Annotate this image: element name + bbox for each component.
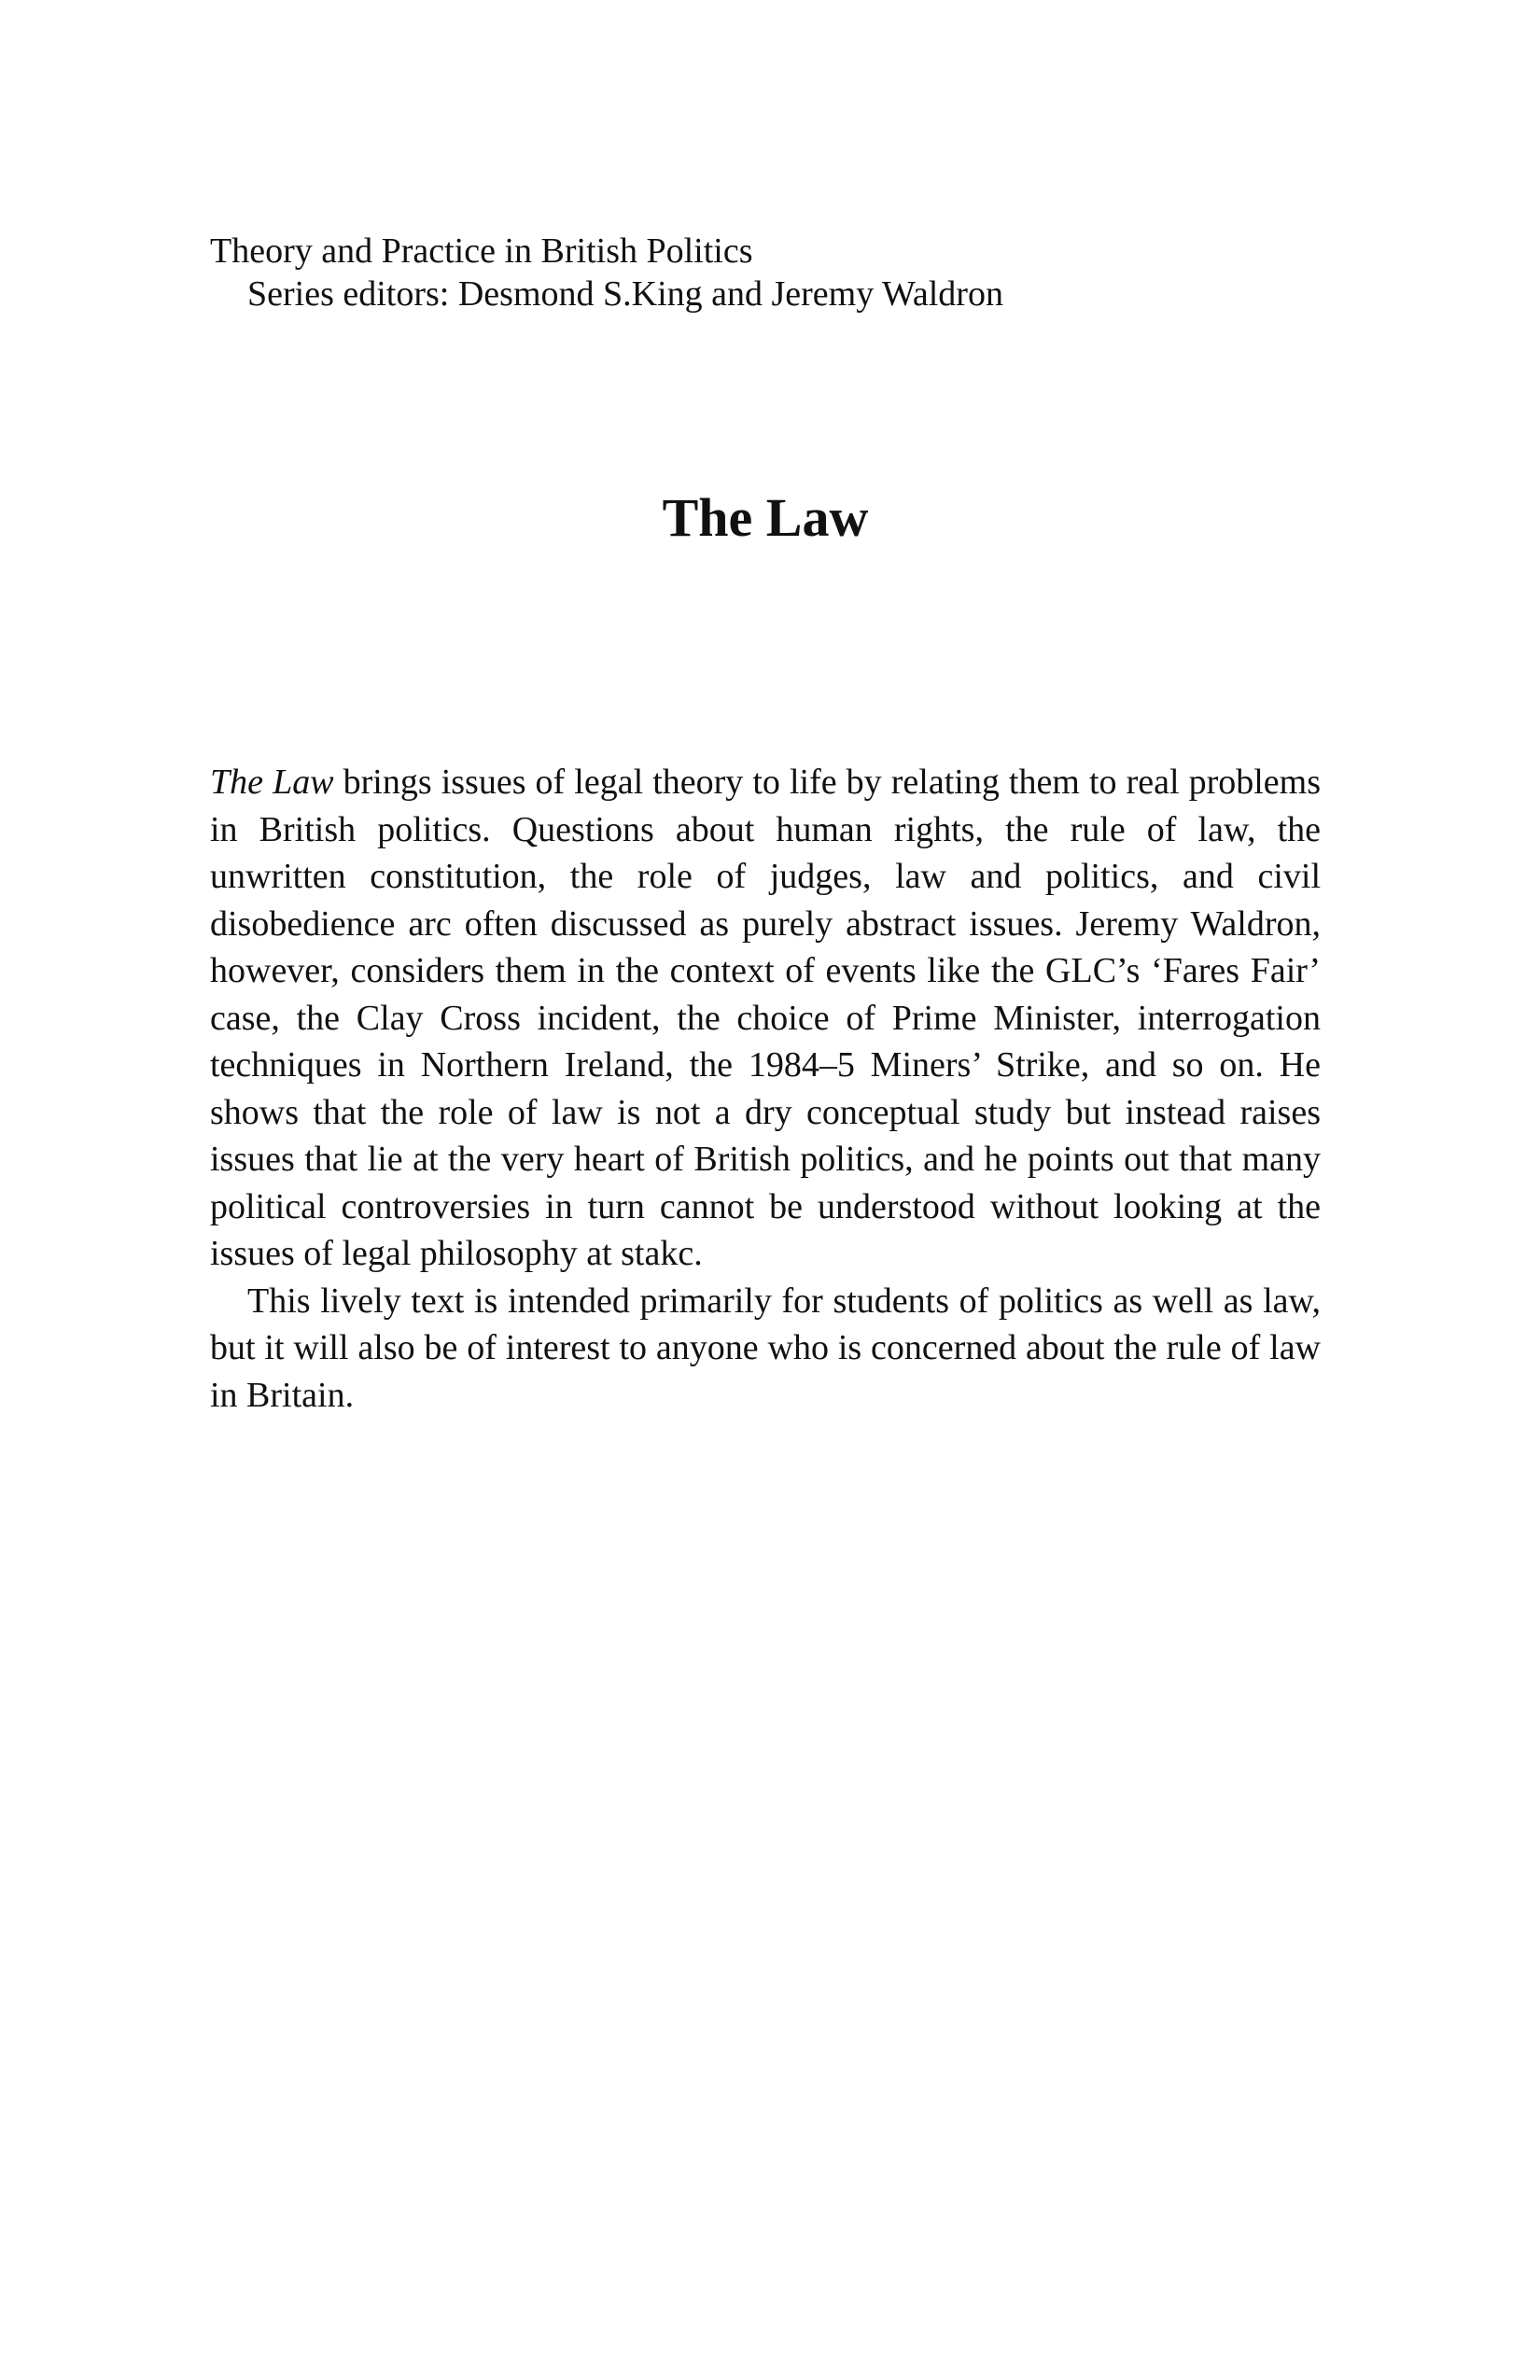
blurb-paragraph-2: This lively text is intended primarily for students of politics as well as law, but it will also be of interest to anyone who is concerned about the rule of law in Britain.: [210, 1281, 1321, 1415]
blurb-paragraph-1: [210, 759, 1321, 1278]
book-title: The Law: [662, 487, 869, 548]
blurb-book-title: The Law: [210, 763, 334, 802]
series-name: Theory and Practice in British Politics: [210, 231, 753, 271]
blurb-text: [210, 759, 1321, 1419]
series-editors: Series editors: Desmond S.King and Jeremy Waldron: [247, 274, 1003, 314]
blurb-paragraph-1-text: brings issues of legal theory to life by relating them to real problems in British politics. Questions about human rights, the rule of law, the unwritten constitution, the role of judges, law and politics, and civil disobedience arc often discussed as purely abstract issues. Jeremy Waldron, however, considers them in the context of events like the GLC’s ‘Fares Fair’ case, the Clay Cross incident, the choice of Prime Minister, interrogation techniques in Northern Ireland, the 1984–5 Miners’ Strike, and so on. He shows that the role of law is not a dry conceptual study but instead raises issues that lie at the very heart of British politics, and he points out that many political controversies in turn cannot be understood without looking at the issues of legal philosophy at stakc.: [210, 763, 1322, 1273]
series-info: [210, 230, 1330, 315]
